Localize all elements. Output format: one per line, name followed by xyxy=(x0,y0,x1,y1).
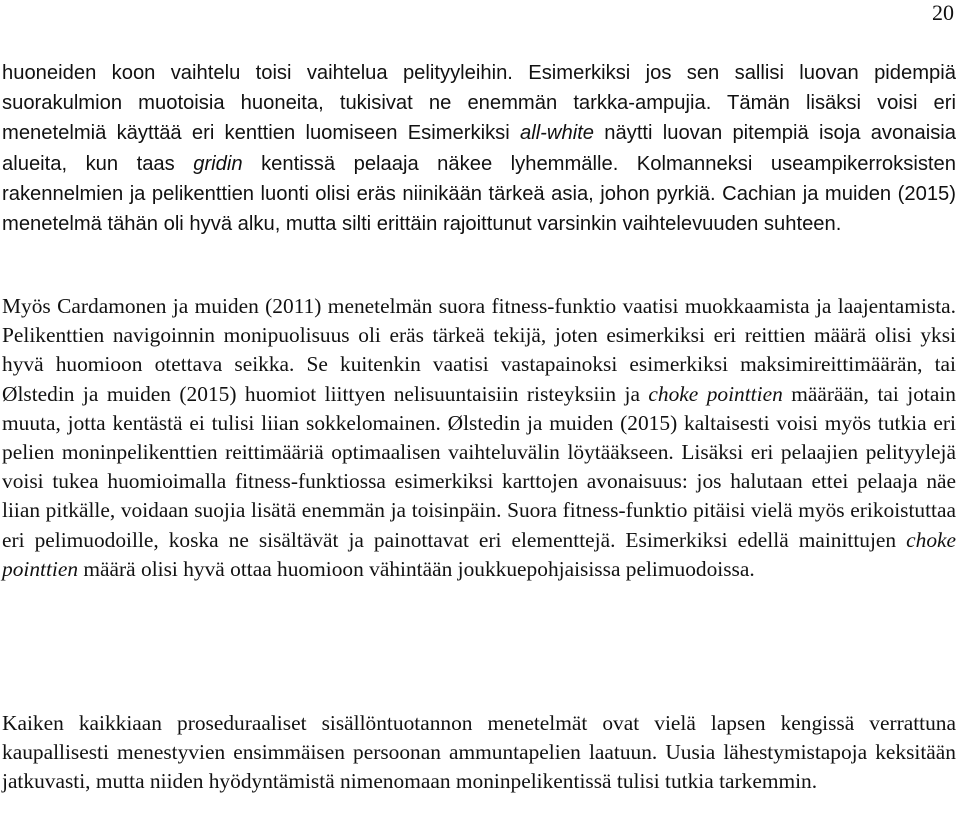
paragraph-1-text: huoneiden koon vaihtelu toisi vaihtelua pelityyleihin. Esimerkiksi jos sen sallisi luovan pidempiä suorakulmion muotoisia huoneita, tukisivat ne enemmän tarkka-ampujia. Tämän lisäksi voisi eri menetelmiä käyttää eri kenttien luomiseen Esimerkiksi xyxy=(2,62,956,145)
paragraph-2-text: määrään, tai jotain muuta, jotta kentästä ei tulisi liian sokkelomainen. Ølstedin ja muiden (2015) kaltaisesti voisi myös tutkia eri pelien moninpelikenttien reittimääriä optimaalisen vaihteluvälin löytääkseen. Lisäksi eri pelaajien pelityylejä voisi tukea huomioimalla fitness-funktiossa esimerkiksi karttojen avonaisuus: jos halutaan ettei pelaaja näe liian pitkälle, voidaan suojia lisätä enemmän ja toisinpäin. Suora fitness-funktio pitäisi vielä myös erikoistuttaa eri pelimuodoille, koska ne sisältävät ja painottavat eri elementtejä. Esimerkiksi edellä mainittujen xyxy=(2,381,956,552)
paragraph-3-text: Kaiken kaikkiaan proseduraaliset sisällöntuotannon menetelmät ovat vielä lapsen kengissä verrattuna kaupallisesti menestyvien ensimmäisen persoonan ammuntapelien laatuun. Uusia lähestymistapoja keksitään jatkuvasti, mutta niiden hyödyntämistä nimenomaan moninpelikentissä tulisi tutkia tarkemmin. xyxy=(2,711,956,794)
paragraph-2-text: määrä olisi hyvä ottaa huomioon vähintään joukkuepohjaisissa pelimuodoissa. xyxy=(78,556,755,581)
paragraph-1 xyxy=(2,58,956,239)
paragraph-1-text: näytti luovan pitempiä isoja avonaisia alueita, kun taas xyxy=(2,122,957,175)
paragraph-1-emphasis-all-white: all-white xyxy=(519,122,595,145)
paragraph-2-emphasis-choke-pointtien: choke pointtien xyxy=(648,381,783,406)
paragraph-2-emphasis-choke-pointtien: choke pointtien xyxy=(2,527,956,581)
paragraph-2 xyxy=(2,292,956,584)
paragraph-1-text: kentissä pelaaja näkee lyhemmälle. Kolmanneksi useampikerroksisten rakennelmien ja pelikenttien luonti olisi eräs niinikään tärkeä asia, johon pyrkiä. Cachian ja muiden (2015) menetelmä tähän oli hyvä alku, mutta silti erittäin rajoittunut varsinkin vaihtelevuuden suhteen. xyxy=(2,152,956,236)
paragraph-3 xyxy=(2,709,956,797)
paragraph-2-text: Myös Cardamonen ja muiden (2011) menetelmän suora fitness-funktio vaatisi muokkaamista ja laajentamista. Pelikenttien navigoinnin monipuolisuus oli eräs tärkeä tekijä, joten esimerkiksi eri reittien määrä olisi yksi hyvä huomioon otettava seikka. Se kuitenkin vaatisi vastapainoksi esimerkiksi maksimireittimäärän, tai Ølstedin ja muiden (2015) huomiot liittyen nelisuuntaisiin risteyksiin ja xyxy=(2,294,956,406)
page-number: 20 xyxy=(932,0,954,25)
paragraph-1-emphasis-gridin: gridin xyxy=(193,152,243,175)
